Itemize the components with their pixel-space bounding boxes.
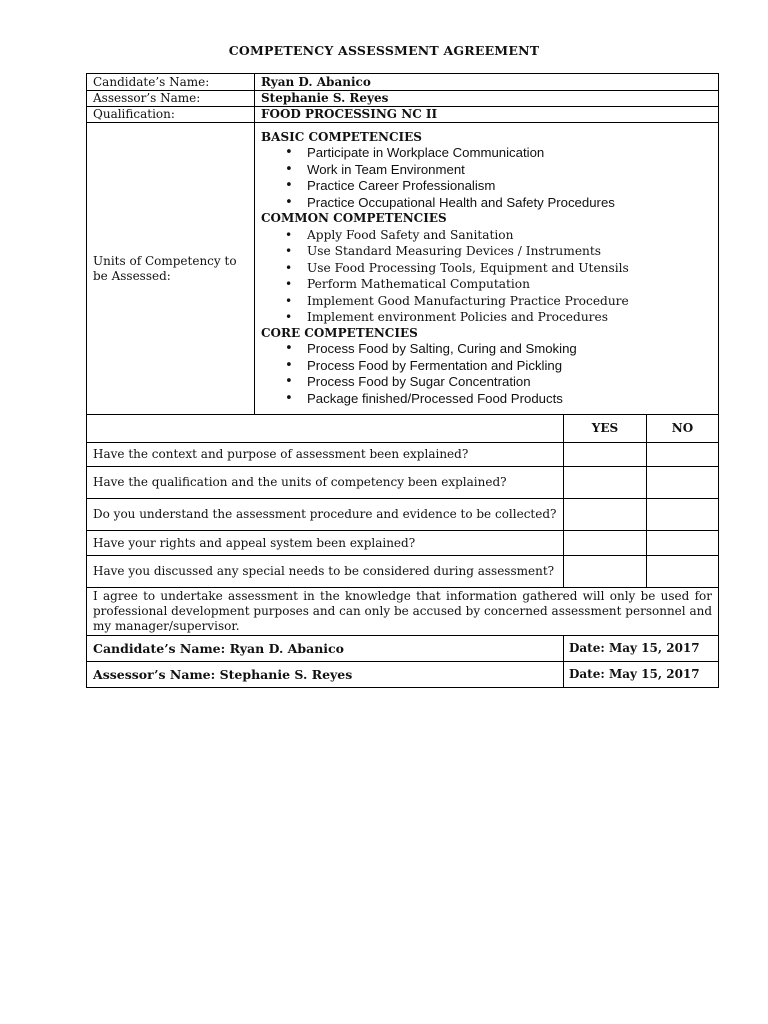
list-item: • Perform Mathematical Computation: [307, 276, 718, 293]
agreement-statement: I agree to undertake assessment in the knowledge that information gathered will only be used for professional development purposes and can only be accused by concerned assessment personnel and my manager/supervisor.: [87, 588, 719, 636]
yes-checkbox-cell[interactable]: [564, 531, 647, 556]
checklist-row: [87, 531, 719, 556]
checklist-row: [87, 499, 719, 531]
assessor-row: [87, 91, 719, 107]
checklist-question: Have you discussed any special needs to be considered during assessment?: [87, 556, 564, 588]
candidate-signature-row: [87, 636, 719, 662]
qualification-row: [87, 107, 719, 123]
basic-competencies-list: [261, 145, 718, 211]
document-title: COMPETENCY ASSESSMENT AGREEMENT: [228, 43, 540, 58]
core-competencies-heading: CORE COMPETENCIES: [261, 325, 418, 340]
qualification-label: Qualification:: [87, 107, 255, 123]
units-row: [87, 123, 719, 415]
list-item: • Apply Food Safety and Sanitation: [307, 227, 718, 244]
no-checkbox-cell[interactable]: [647, 531, 719, 556]
list-item: • Implement environment Policies and Procedures: [307, 309, 718, 326]
candidate-name-value: Ryan D. Abanico: [255, 74, 719, 91]
checklist-question: Have the qualification and the units of competency been explained?: [87, 467, 564, 499]
agreement-row: [87, 588, 719, 636]
units-of-competency-label: Units of Competency to be Assessed:: [87, 123, 255, 415]
checklist-question: Do you understand the assessment procedure and evidence to be collected?: [87, 499, 564, 531]
common-competencies-heading: COMMON COMPETENCIES: [261, 211, 447, 226]
list-item: • Process Food by Sugar Concentration: [307, 374, 718, 391]
list-item: • Work in Team Environment: [307, 162, 718, 179]
assessor-signature-name: Assessor’s Name: Stephanie S. Reyes: [87, 662, 564, 688]
checklist-row: [87, 467, 719, 499]
header-blank-cell: [87, 415, 564, 443]
assessor-signature-date: Date: May 15, 2017: [564, 662, 719, 688]
yes-checkbox-cell[interactable]: [564, 443, 647, 467]
checklist-question: Have your rights and appeal system been explained?: [87, 531, 564, 556]
basic-competencies-heading: BASIC COMPETENCIES: [261, 129, 422, 144]
assessor-signature-row: [87, 662, 719, 688]
list-item: • Participate in Workplace Communication: [307, 145, 718, 162]
list-item: • Process Food by Salting, Curing and Smoking: [307, 341, 718, 358]
list-item: • Implement Good Manufacturing Practice Procedure: [307, 293, 718, 310]
qualification-value: FOOD PROCESSING NC II: [255, 107, 719, 123]
yes-header: YES: [564, 415, 647, 443]
no-checkbox-cell[interactable]: [647, 499, 719, 531]
no-header: NO: [647, 415, 719, 443]
list-item: • Practice Career Professionalism: [307, 178, 718, 195]
yes-no-header-row: [87, 415, 719, 443]
no-checkbox-cell[interactable]: [647, 556, 719, 588]
no-checkbox-cell[interactable]: [647, 443, 719, 467]
yes-checkbox-cell[interactable]: [564, 467, 647, 499]
units-list: [255, 123, 719, 415]
checklist-question: Have the context and purpose of assessment been explained?: [87, 443, 564, 467]
common-competencies-list: [261, 227, 718, 326]
candidate-row: [87, 74, 719, 91]
candidate-name-label: Candidate’s Name:: [87, 74, 255, 91]
candidate-signature-name: Candidate’s Name: Ryan D. Abanico: [87, 636, 564, 662]
list-item: • Process Food by Fermentation and Pickling: [307, 358, 718, 375]
list-item: • Practice Occupational Health and Safety Procedures: [307, 195, 718, 212]
assessor-name-label: Assessor’s Name:: [87, 91, 255, 107]
yes-checkbox-cell[interactable]: [564, 556, 647, 588]
checklist-row: [87, 556, 719, 588]
assessment-agreement-table: [86, 73, 719, 688]
core-competencies-list: [261, 341, 718, 407]
list-item: • Use Food Processing Tools, Equipment and Utensils: [307, 260, 718, 277]
list-item: • Package finished/Processed Food Products: [307, 391, 718, 408]
checklist-row: [87, 443, 719, 467]
yes-checkbox-cell[interactable]: [564, 499, 647, 531]
list-item: • Use Standard Measuring Devices / Instruments: [307, 243, 718, 260]
candidate-signature-date: Date: May 15, 2017: [564, 636, 719, 662]
assessor-name-value: Stephanie S. Reyes: [255, 91, 719, 107]
no-checkbox-cell[interactable]: [647, 467, 719, 499]
